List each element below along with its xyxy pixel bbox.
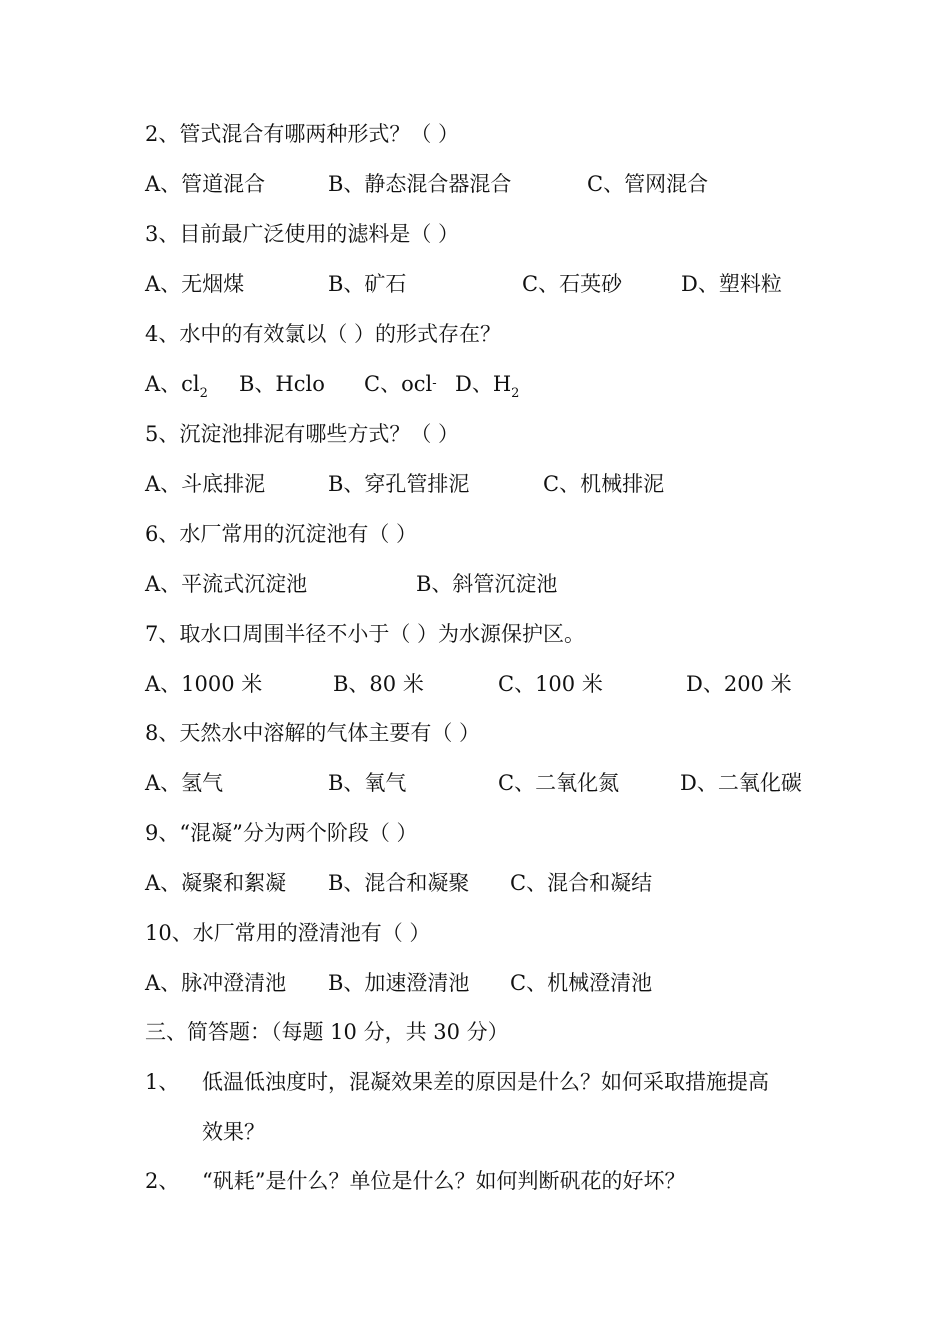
section-heading: 三、简答题：（每题 10 分，共 30 分） bbox=[145, 1020, 509, 1044]
item-text: “矾耗”是什么？单位是什么？如何判断矾花的好坏？ bbox=[202, 1169, 686, 1193]
question-3: 3、目前最广泛使用的滤料是（ ） bbox=[145, 222, 460, 246]
option-b: B、80 米 bbox=[333, 672, 424, 696]
option-b: B、Hclo bbox=[239, 372, 325, 396]
option-d: D、200 米 bbox=[686, 672, 792, 696]
item-text: 低温低浊度时，混凝效果差的原因是什么？如何采取措施提高 bbox=[202, 1070, 769, 1094]
option-a: A、$cl_2$ bbox=[145, 372, 208, 401]
option-a: A、斗底排泥 bbox=[145, 472, 266, 496]
option-d: D、塑料粒 bbox=[681, 272, 782, 296]
item-number: 1、 bbox=[145, 1070, 180, 1094]
question-2: 2、管式混合有哪两种形式？（ ） bbox=[145, 122, 460, 146]
option-a: A、氢气 bbox=[145, 771, 224, 795]
option-a: A、平流式沉淀池 bbox=[145, 572, 308, 596]
option-c: C、混合和凝结 bbox=[510, 871, 653, 895]
option-c: C、ocl- bbox=[364, 372, 437, 396]
option-b: B、穿孔管排泥 bbox=[328, 472, 470, 496]
subscript: 2 bbox=[199, 386, 208, 401]
option-b: B、斜管沉淀池 bbox=[416, 572, 558, 596]
option-c: C、管网混合 bbox=[587, 172, 709, 196]
question-7: 7、取水口周围半径不小于（ ）为水源保护区。 bbox=[145, 622, 586, 646]
option-b: B、静态混合器混合 bbox=[328, 172, 512, 196]
superscript: - bbox=[432, 376, 437, 391]
option-d: D、$H_2$ bbox=[455, 372, 520, 401]
option-b: B、混合和凝聚 bbox=[328, 871, 470, 895]
question-6: 6、水厂常用的沉淀池有（ ） bbox=[145, 522, 418, 546]
option-c: C、机械澄清池 bbox=[510, 971, 653, 995]
option-c: C、100 米 bbox=[498, 672, 603, 696]
item-number: 2、 bbox=[145, 1169, 180, 1193]
option-a: A、脉冲澄清池 bbox=[145, 971, 287, 995]
subscript: 2 bbox=[511, 386, 520, 401]
item-text: 效果？ bbox=[202, 1120, 265, 1144]
option-b: B、加速澄清池 bbox=[328, 971, 470, 995]
option-a: A、凝聚和絮凝 bbox=[145, 871, 287, 895]
option-b: B、氧气 bbox=[328, 771, 407, 795]
option-c: C、机械排泥 bbox=[543, 472, 665, 496]
question-8: 8、天然水中溶解的气体主要有（ ） bbox=[145, 721, 481, 745]
option-a: A、管道混合 bbox=[145, 172, 266, 196]
option-c: C、石英砂 bbox=[522, 272, 623, 296]
option-a: A、无烟煤 bbox=[145, 272, 245, 296]
question-9: 9、“混凝”分为两个阶段（ ） bbox=[145, 821, 418, 845]
option-b: B、矿石 bbox=[328, 272, 407, 296]
option-c: C、二氧化氮 bbox=[498, 771, 620, 795]
option-d: D、二氧化碳 bbox=[680, 771, 802, 795]
question-10: 10、水厂常用的澄清池有（ ） bbox=[145, 921, 431, 945]
question-4: 4、水中的有效氯以（ ）的形式存在？ bbox=[145, 322, 502, 346]
question-5: 5、沉淀池排泥有哪些方式？（ ） bbox=[145, 422, 460, 446]
option-a: A、1000 米 bbox=[145, 672, 263, 696]
